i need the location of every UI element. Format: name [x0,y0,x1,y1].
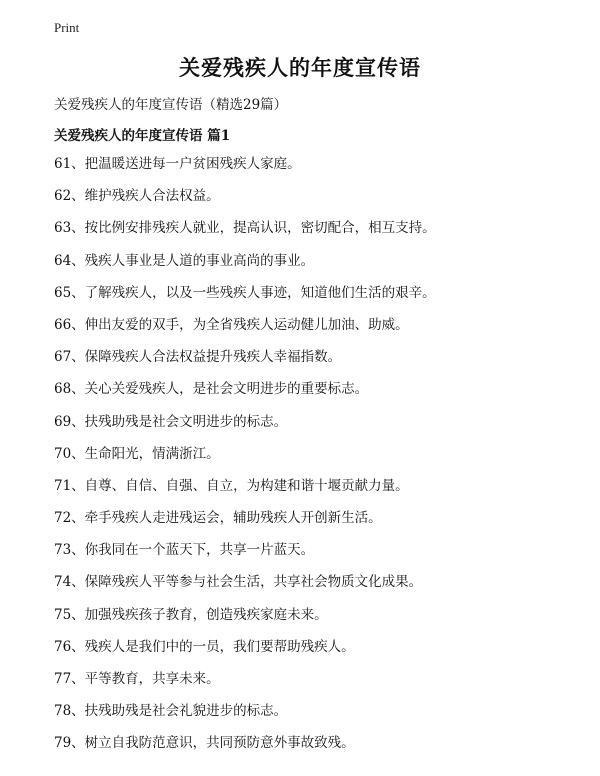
list-item: 72、牵手残疾人走进残运会，辅助残疾人开创新生活。 [54,510,382,527]
list-item: 65、了解残疾人，以及一些残疾人事迹，知道他们生活的艰辛。 [54,284,436,301]
section-heading: 关爱残疾人的年度宣传语 篇1 [54,128,231,144]
slogan-list [54,152,436,764]
list-item: 74、保障残疾人平等参与社会生活，共享社会物质文化成果。 [54,574,423,591]
print-link[interactable]: Print [54,20,80,35]
list-item: 66、伸出友爱的双手，为全省残疾人运动健儿加油、助威。 [54,316,409,333]
list-item: 77、平等教育，共享未来。 [54,671,220,687]
subtitle: 关爱残疾人的年度宣传语（精选29篇） [54,97,288,113]
list-item: 62、维护残疾人合法权益。 [54,188,220,205]
list-item: 64、残疾人事业是人道的事业高尚的事业。 [54,252,315,269]
list-item: 78、扶残助残是社会礼貌进步的标志。 [54,703,288,720]
list-item: 73、你我同在一个蓝天下，共享一片蓝天。 [54,542,315,559]
list-item: 76、残疾人是我们中的一员，我们要帮助残疾人。 [54,638,355,655]
list-item: 69、扶残助残是社会文明进步的标志。 [54,413,288,430]
list-item: 75、加强残疾孩子教育，创造残疾家庭未来。 [54,606,328,623]
list-item: 63、按比例安排残疾人就业，提高认识，密切配合，相互支持。 [54,220,436,237]
list-item: 71、自尊、自信、自强、自立，为构建和谐十堰贡献力量。 [54,477,409,494]
list-item: 79、树立自我防范意识，共同预防意外事故致残。 [54,735,355,752]
list-item: 68、关心关爱残疾人，是社会文明进步的重要标志。 [54,381,369,398]
page-title: 关爱残疾人的年度宣传语 [179,55,421,80]
list-item: 61、把温暖送进每一户贫困残疾人家庭。 [54,156,301,172]
list-item: 67、保障残疾人合法权益提升残疾人幸福指数。 [54,349,342,366]
list-item: 70、生命阳光，情满浙江。 [54,445,220,462]
